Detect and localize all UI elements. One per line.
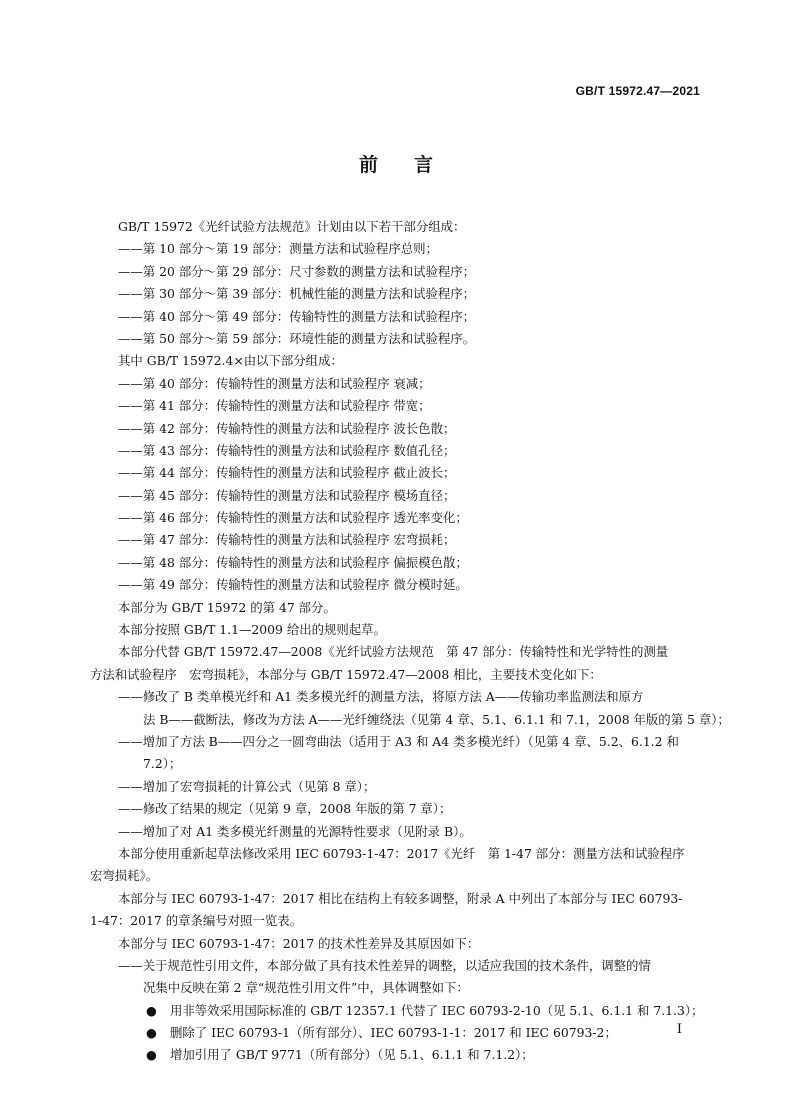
list-item: ——第 42 部分：传输特性的测量方法和试验程序 波长色散； [118,420,456,436]
paragraph-line: 本部分与 IEC 60793-1-47：2017 的技术性差异及其原因如下： [118,935,480,951]
list-item: ——第 48 部分：传输特性的测量方法和试验程序 偏振模色散； [118,554,468,570]
list-item: ——第 43 部分：传输特性的测量方法和试验程序 数值孔径； [118,442,456,458]
page-title [0,150,792,177]
page-number: I [676,1022,682,1037]
list-item: ——第 20 部分～第 29 部分：尺寸参数的测量方法和试验程序； [118,263,476,279]
paragraph-line: 本部分使用重新起草法修改采用 IEC 60793-1-47：2017《光纤 第 1-47 部分：测量方法和试验程序 [118,845,685,861]
bullet-item [90,1000,702,1022]
list-item: ——修改了 B 类单模光纤和 A1 类多模光纤的测量方法，将原方法 A——传输功率监测法和原方 [118,689,644,705]
list-item: ——第 10 部分～第 19 部分：测量方法和试验程序总则； [118,241,438,257]
list-item: ——修改了结果的规定（见第 9 章，2008 年版的第 7 章）； [118,801,452,817]
title-char-1: 前 [358,154,378,176]
paragraph-line: GB/T 15972《光纤试验方法规范》计划由以下若干部分组成： [118,219,466,234]
paragraph-line: 本部分与 IEC 60793-1-47：2017 相比在结构上有较多调整，附录 A 中列出了本部分与 IEC 60793- [118,890,683,906]
list-item: ——第 49 部分：传输特性的测量方法和试验程序 微分模时延。 [118,577,468,593]
paragraph-line: 本部分按照 GB/T 1.1—2009 给出的规则起草。 [118,622,386,638]
bullet-item [90,1044,702,1066]
bullet-text: 增加引用了 GB/T 9771（所有部分）（见 5.1、6.1.1 和 7.1.2）； [170,1047,534,1063]
list-item: ——第 30 部分～第 39 部分：机械性能的测量方法和试验程序； [118,286,476,302]
paragraph-line: 本部分代替 GB/T 15972.47—2008《光纤试验方法规范 第 47 部分：传输特性和光学特性的测量 [118,644,669,660]
list-item: ——增加了对 A1 类多模光纤测量的光源特性要求（见附录 B）。 [118,823,472,839]
list-item-continuation: 法 B——截断法，修改为方法 A——光纤缠绕法（见第 4 章、5.1、6.1.1 和 7.1，2008 年版的第 5 章）； [143,711,730,727]
paragraph-line: 本部分为 GB/T 15972 的第 47 部分。 [118,599,336,615]
list-item: ——第 50 部分～第 59 部分：环境性能的测量方法和试验程序。 [118,330,476,346]
list-item: ——第 41 部分：传输特性的测量方法和试验程序 带宽； [118,398,431,414]
document-code-header: GB/T 15972.47—2021 [575,84,700,98]
list-item-continuation: 7.2）； [143,756,182,772]
paragraph-line: 宏弯损耗》。 [90,868,159,884]
list-item-continuation: 况集中反映在第 2 章“规范性引用文件”中，具体调整如下： [143,980,469,996]
title-char-2: 言 [414,154,434,176]
bullet-text: 删除了 IEC 60793-1（所有部分）、IEC 60793-1-1：2017 和 IEC 60793-2； [170,1025,617,1041]
list-item: ——第 44 部分：传输特性的测量方法和试验程序 截止波长； [118,465,456,481]
list-item: ——第 46 部分：传输特性的测量方法和试验程序 透光率变化； [118,510,468,526]
paragraph-line: 1-47：2017 的章条编号对照一览表。 [90,913,302,929]
bullet-icon: ● [146,1025,157,1041]
list-item: ——关于规范性引用文件，本部分做了具有技术性差异的调整，以适应我国的技术条件，调整的情 [118,957,651,973]
list-item: ——第 45 部分：传输特性的测量方法和试验程序 模场直径； [118,487,456,503]
list-item: ——第 47 部分：传输特性的测量方法和试验程序 宏弯损耗； [118,532,456,548]
list-item: ——第 40 部分：传输特性的测量方法和试验程序 衰减； [118,375,431,391]
paragraph-line: 方法和试验程序 宏弯损耗》，本部分与 GB/T 15972.47—2008 相比，主要技术变化如下： [90,666,602,682]
foreword-body [90,216,730,1067]
paragraph-line: 其中 GB/T 15972.4×由以下部分组成： [118,353,343,369]
bullet-icon: ● [146,1002,157,1018]
list-item: ——增加了宏弯损耗的计算公式（见第 8 章）； [118,778,376,794]
bullet-icon: ● [146,1047,157,1063]
list-item: ——增加了方法 B——四分之一圆弯曲法（适用于 A3 和 A4 类多模光纤）（见第 4 章、5.2、6.1.2 和 [118,733,679,749]
bullet-text: 用非等效采用国际标准的 GB/T 12357.1 代替了 IEC 60793-2-10（见 5.1、6.1.1 和 7.1.3）； [170,1002,704,1018]
bullet-item [90,1022,702,1044]
list-item: ——第 40 部分～第 49 部分：传输特性的测量方法和试验程序； [118,308,476,324]
